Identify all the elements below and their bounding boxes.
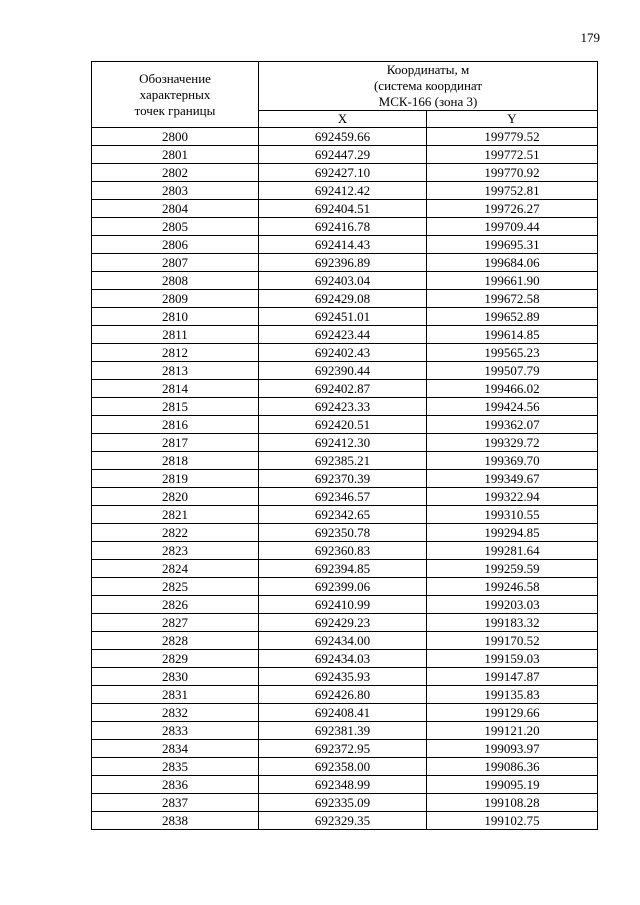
- y-coordinate-cell: 199466.02: [427, 380, 598, 398]
- x-coordinate-cell: 692429.23: [259, 614, 427, 632]
- table-row: [92, 470, 598, 488]
- table-row: [92, 272, 598, 290]
- table-row: [92, 632, 598, 650]
- y-coordinate-cell: 199424.56: [427, 398, 598, 416]
- point-id-cell: 2813: [92, 362, 259, 380]
- point-id-cell: 2828: [92, 632, 259, 650]
- x-coordinate-cell: 692426.80: [259, 686, 427, 704]
- x-coordinate-cell: 692342.65: [259, 506, 427, 524]
- y-coordinate-cell: 199093.97: [427, 740, 598, 758]
- point-id-cell: 2815: [92, 398, 259, 416]
- table-row: [92, 218, 598, 236]
- x-coordinate-cell: 692403.04: [259, 272, 427, 290]
- point-id-cell: 2830: [92, 668, 259, 686]
- y-column-header: Y: [427, 111, 598, 128]
- table-row: [92, 290, 598, 308]
- x-coordinate-cell: 692414.43: [259, 236, 427, 254]
- x-coordinate-cell: 692404.51: [259, 200, 427, 218]
- table-row: [92, 740, 598, 758]
- point-id-cell: 2838: [92, 812, 259, 830]
- x-coordinate-cell: 692360.83: [259, 542, 427, 560]
- y-coordinate-cell: 199259.59: [427, 560, 598, 578]
- table-row: [92, 560, 598, 578]
- y-coordinate-cell: 199322.94: [427, 488, 598, 506]
- x-coordinate-cell: 692399.06: [259, 578, 427, 596]
- table-row: [92, 668, 598, 686]
- y-coordinate-cell: 199129.66: [427, 704, 598, 722]
- y-coordinate-cell: 199772.51: [427, 146, 598, 164]
- x-coordinate-cell: 692329.35: [259, 812, 427, 830]
- table-row: [92, 362, 598, 380]
- x-coordinate-cell: 692427.10: [259, 164, 427, 182]
- y-coordinate-cell: 199652.89: [427, 308, 598, 326]
- table-row: [92, 398, 598, 416]
- y-coordinate-cell: 199095.19: [427, 776, 598, 794]
- y-coordinate-cell: 199507.79: [427, 362, 598, 380]
- point-id-cell: 2801: [92, 146, 259, 164]
- x-coordinate-cell: 692410.99: [259, 596, 427, 614]
- coordinates-header-line: (система координат: [373, 78, 483, 93]
- x-coordinate-cell: 692394.85: [259, 560, 427, 578]
- point-id-cell: 2833: [92, 722, 259, 740]
- y-coordinate-cell: 199310.55: [427, 506, 598, 524]
- y-coordinate-cell: 199281.64: [427, 542, 598, 560]
- point-label-header-line: Обозначение: [139, 70, 211, 86]
- point-id-cell: 2835: [92, 758, 259, 776]
- x-coordinate-cell: 692402.43: [259, 344, 427, 362]
- x-coordinate-cell: 692346.57: [259, 488, 427, 506]
- x-coordinate-cell: 692396.89: [259, 254, 427, 272]
- table-row: [92, 308, 598, 326]
- y-coordinate-cell: 199565.23: [427, 344, 598, 362]
- page-number: 179: [580, 30, 600, 45]
- table-row: [92, 434, 598, 452]
- table-row: [92, 722, 598, 740]
- y-coordinate-cell: 199329.72: [427, 434, 598, 452]
- table-row: [92, 506, 598, 524]
- y-coordinate-cell: 199614.85: [427, 326, 598, 344]
- point-id-cell: 2803: [92, 182, 259, 200]
- y-coordinate-cell: 199362.07: [427, 416, 598, 434]
- x-coordinate-cell: 692372.95: [259, 740, 427, 758]
- point-id-cell: 2800: [92, 128, 259, 146]
- point-id-cell: 2818: [92, 452, 259, 470]
- x-coordinate-cell: 692423.33: [259, 398, 427, 416]
- point-id-cell: 2809: [92, 290, 259, 308]
- y-coordinate-cell: 199752.81: [427, 182, 598, 200]
- point-id-cell: 2814: [92, 380, 259, 398]
- x-coordinate-cell: 692408.41: [259, 704, 427, 722]
- table-row: [92, 488, 598, 506]
- y-coordinate-cell: 199369.70: [427, 452, 598, 470]
- point-id-cell: 2837: [92, 794, 259, 812]
- table-row: [92, 236, 598, 254]
- y-coordinate-cell: 199695.31: [427, 236, 598, 254]
- point-id-cell: 2836: [92, 776, 259, 794]
- coordinates-header: [259, 62, 598, 111]
- x-coordinate-cell: 692459.66: [259, 128, 427, 146]
- table-row: [92, 380, 598, 398]
- table-row: [92, 596, 598, 614]
- point-id-cell: 2824: [92, 560, 259, 578]
- coordinates-header-line: МСК-166 (зона 3): [378, 94, 478, 109]
- y-coordinate-cell: 199349.67: [427, 470, 598, 488]
- table-row: [92, 686, 598, 704]
- y-coordinate-cell: 199086.36: [427, 758, 598, 776]
- x-coordinate-cell: 692412.30: [259, 434, 427, 452]
- x-coordinate-cell: 692370.39: [259, 470, 427, 488]
- x-coordinate-cell: 692385.21: [259, 452, 427, 470]
- point-id-cell: 2825: [92, 578, 259, 596]
- table-row: [92, 578, 598, 596]
- y-coordinate-cell: 199183.32: [427, 614, 598, 632]
- x-coordinate-cell: 692429.08: [259, 290, 427, 308]
- x-column-header: X: [259, 111, 427, 128]
- point-id-cell: 2802: [92, 164, 259, 182]
- x-coordinate-cell: 692420.51: [259, 416, 427, 434]
- point-id-cell: 2832: [92, 704, 259, 722]
- table-row: [92, 452, 598, 470]
- point-id-cell: 2804: [92, 200, 259, 218]
- y-coordinate-cell: 199684.06: [427, 254, 598, 272]
- y-coordinate-cell: 199779.52: [427, 128, 598, 146]
- point-id-cell: 2829: [92, 650, 259, 668]
- table-row: [92, 254, 598, 272]
- x-coordinate-cell: 692423.44: [259, 326, 427, 344]
- coordinates-table: [91, 61, 598, 830]
- table-row: [92, 344, 598, 362]
- point-id-cell: 2819: [92, 470, 259, 488]
- point-id-cell: 2806: [92, 236, 259, 254]
- point-id-cell: 2834: [92, 740, 259, 758]
- x-coordinate-cell: 692348.99: [259, 776, 427, 794]
- table-row: [92, 182, 598, 200]
- table-row: [92, 758, 598, 776]
- table-row: [92, 614, 598, 632]
- table-row: [92, 650, 598, 668]
- point-id-cell: 2820: [92, 488, 259, 506]
- point-id-cell: 2821: [92, 506, 259, 524]
- x-coordinate-cell: 692350.78: [259, 524, 427, 542]
- point-label-header: [92, 62, 259, 128]
- point-id-cell: 2812: [92, 344, 259, 362]
- x-coordinate-cell: 692434.00: [259, 632, 427, 650]
- x-coordinate-cell: 692435.93: [259, 668, 427, 686]
- point-id-cell: 2826: [92, 596, 259, 614]
- point-label-header-line: точек границы: [134, 102, 216, 118]
- point-id-cell: 2816: [92, 416, 259, 434]
- x-coordinate-cell: 692402.87: [259, 380, 427, 398]
- y-coordinate-cell: 199672.58: [427, 290, 598, 308]
- y-coordinate-cell: 199709.44: [427, 218, 598, 236]
- point-id-cell: 2831: [92, 686, 259, 704]
- table-row: [92, 200, 598, 218]
- point-id-cell: 2805: [92, 218, 259, 236]
- table-row: [92, 416, 598, 434]
- x-coordinate-cell: 692434.03: [259, 650, 427, 668]
- point-label-header-line: характерных: [139, 86, 211, 102]
- table-row: [92, 326, 598, 344]
- point-id-cell: 2827: [92, 614, 259, 632]
- y-coordinate-cell: 199108.28: [427, 794, 598, 812]
- y-coordinate-cell: 199135.83: [427, 686, 598, 704]
- x-coordinate-cell: 692381.39: [259, 722, 427, 740]
- point-id-cell: 2811: [92, 326, 259, 344]
- y-coordinate-cell: 199770.92: [427, 164, 598, 182]
- coordinates-header-line: Координаты, м: [386, 62, 470, 77]
- x-coordinate-cell: 692416.78: [259, 218, 427, 236]
- table-row: [92, 128, 598, 146]
- y-coordinate-cell: 199203.03: [427, 596, 598, 614]
- x-coordinate-cell: 692390.44: [259, 362, 427, 380]
- y-coordinate-cell: 199159.03: [427, 650, 598, 668]
- table-row: [92, 776, 598, 794]
- table-row: [92, 794, 598, 812]
- table-row: [92, 704, 598, 722]
- y-coordinate-cell: 199661.90: [427, 272, 598, 290]
- point-id-cell: 2810: [92, 308, 259, 326]
- point-id-cell: 2817: [92, 434, 259, 452]
- table-row: [92, 146, 598, 164]
- y-coordinate-cell: 199170.52: [427, 632, 598, 650]
- point-id-cell: 2823: [92, 542, 259, 560]
- x-coordinate-cell: 692412.42: [259, 182, 427, 200]
- table-row: [92, 542, 598, 560]
- y-coordinate-cell: 199294.85: [427, 524, 598, 542]
- y-coordinate-cell: 199246.58: [427, 578, 598, 596]
- table-body: [92, 128, 598, 830]
- x-coordinate-cell: 692358.00: [259, 758, 427, 776]
- table-row: [92, 164, 598, 182]
- y-coordinate-cell: 199726.27: [427, 200, 598, 218]
- x-coordinate-cell: 692451.01: [259, 308, 427, 326]
- table-row: [92, 812, 598, 830]
- y-coordinate-cell: 199121.20: [427, 722, 598, 740]
- point-id-cell: 2808: [92, 272, 259, 290]
- x-coordinate-cell: 692447.29: [259, 146, 427, 164]
- point-id-cell: 2822: [92, 524, 259, 542]
- x-coordinate-cell: 692335.09: [259, 794, 427, 812]
- point-id-cell: 2807: [92, 254, 259, 272]
- y-coordinate-cell: 199102.75: [427, 812, 598, 830]
- y-coordinate-cell: 199147.87: [427, 668, 598, 686]
- table-row: [92, 524, 598, 542]
